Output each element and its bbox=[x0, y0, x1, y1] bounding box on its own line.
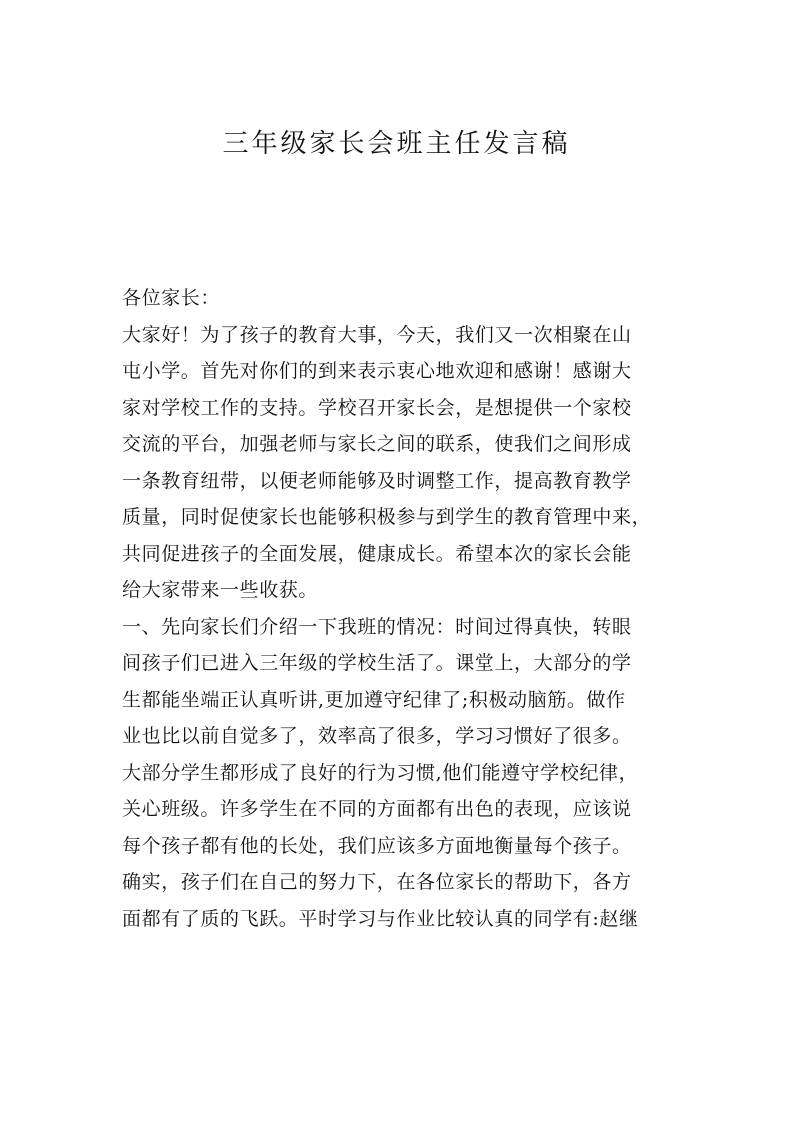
body-line: 质量，同时促使家长也能够积极参与到学生的教育管理中来， bbox=[122, 506, 652, 528]
document-body bbox=[122, 280, 682, 937]
body-line: 确实，孩子们在自己的努力下，在各位家长的帮助下，各方 bbox=[122, 871, 632, 893]
body-line: 共同促进孩子的全面发展，健康成长。希望本次的家长会能 bbox=[122, 542, 632, 565]
body-line: 面都有了质的飞跃。平时学习与作业比较认真的同学有:赵继 bbox=[122, 907, 639, 930]
body-line: 业也比以前自觉多了，效率高了很多，学习习惯好了很多。 bbox=[122, 725, 632, 747]
body-line: 间孩子们已进入三年级的学校生活了。课堂上，大部分的学 bbox=[122, 652, 632, 674]
body-line: 大家好！为了孩子的教育大事，今天，我们又一次相聚在山 bbox=[122, 323, 632, 346]
salutation-line: 各位家长： bbox=[122, 287, 221, 309]
body-line: 交流的平台，加强老师与家长之间的联系，使我们之间形成 bbox=[122, 433, 632, 455]
body-line: 屯小学。首先对你们的到来表示衷心地欢迎和感谢！感谢大 bbox=[122, 360, 632, 382]
body-line: 关心班级。许多学生在不同的方面都有出色的表现，应该说 bbox=[122, 798, 632, 820]
section-one-line: 一、先向家长们介绍一下我班的情况：时间过得真快，转眼 bbox=[122, 615, 632, 638]
body-line: 生都能坐端正认真听讲,更加遵守纪律了;积极动脑筋。做作 bbox=[122, 688, 626, 711]
document-title: 三年级家长会班主任发言稿 bbox=[222, 129, 571, 159]
body-line: 每个孩子都有他的长处，我们应该多方面地衡量每个孩子。 bbox=[122, 834, 632, 857]
body-line: 给大家带来一些收获。 bbox=[122, 579, 319, 601]
body-line: 大部分学生都形成了良好的行为习惯,他们能遵守学校纪律， bbox=[122, 761, 639, 784]
body-line: 一条教育纽带，以便老师能够及时调整工作，提高教育教学 bbox=[122, 469, 632, 492]
body-line: 家对学校工作的支持。学校召开家长会，是想提供一个家校 bbox=[122, 396, 632, 419]
